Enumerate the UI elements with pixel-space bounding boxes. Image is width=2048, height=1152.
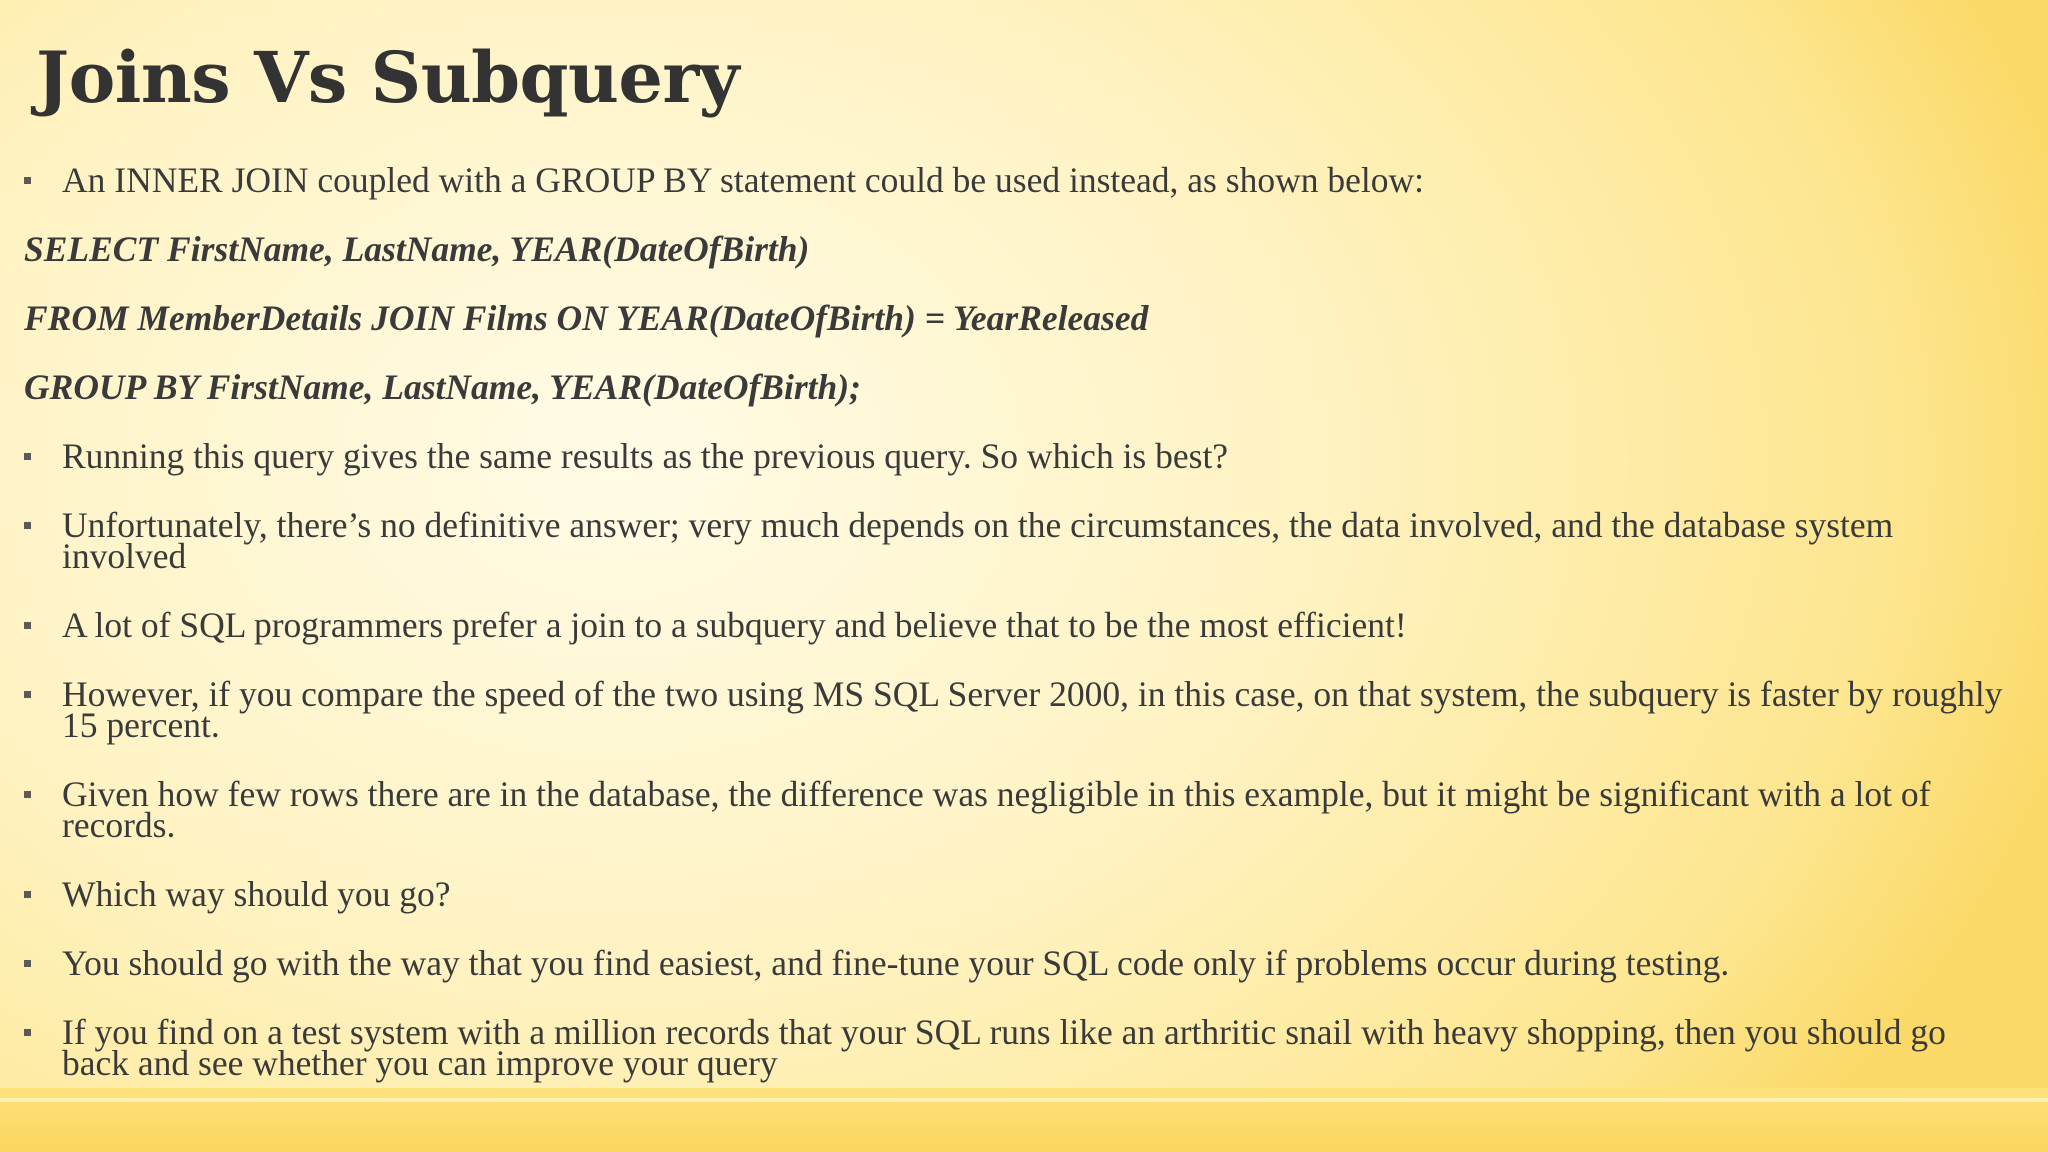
bullet-text: An INNER JOIN coupled with a GROUP BY statement could be used instead, as shown below: xyxy=(62,160,1424,200)
sql-code-line: GROUP BY FirstName, LastName, YEAR(DateOfBirth); xyxy=(24,367,861,407)
square-bullet-icon xyxy=(24,177,31,184)
slide-content xyxy=(24,160,2014,1117)
bullet-text: Unfortunately, there’s no definitive answer; very much depends on the circumstances, the data involved, and the database system involved xyxy=(62,505,1894,576)
square-bullet-icon xyxy=(24,691,31,698)
bullet-item xyxy=(24,1012,2014,1083)
sql-code-line: FROM MemberDetails JOIN Films ON YEAR(DateOfBirth) = YearReleased xyxy=(24,298,1149,338)
sql-code-line: SELECT FirstName, LastName, YEAR(DateOfBirth) xyxy=(24,229,810,269)
square-bullet-icon xyxy=(24,960,31,967)
bullet-item xyxy=(24,605,2014,645)
bullet-item xyxy=(24,674,2014,745)
bullet-text: Which way should you go? xyxy=(62,874,451,914)
square-bullet-icon xyxy=(24,791,31,798)
bullet-text: If you find on a test system with a million records that your SQL runs like an arthritic snail with heavy shopping, then you should go back and see whether you can improve your query xyxy=(62,1012,1946,1083)
bullet-item xyxy=(24,436,2014,476)
bullet-text: A lot of SQL programmers prefer a join to a subquery and believe that to be the most efficient! xyxy=(62,605,1407,645)
square-bullet-icon xyxy=(24,453,31,460)
square-bullet-icon xyxy=(24,522,31,529)
square-bullet-icon xyxy=(24,622,31,629)
bullet-text: Running this query gives the same results as the previous query. So which is best? xyxy=(62,436,1229,476)
square-bullet-icon xyxy=(24,1029,31,1036)
slide-title: Joins Vs Subquery xyxy=(36,36,739,119)
footer-divider xyxy=(0,1098,2048,1102)
bullet-item xyxy=(24,774,2014,845)
bullet-item xyxy=(24,160,2014,200)
bullet-text: You should go with the way that you find easiest, and fine-tune your SQL code only if problems occur during testing. xyxy=(62,943,1730,983)
bullet-item xyxy=(24,874,2014,914)
bullet-item xyxy=(24,943,2014,983)
bullet-text: Given how few rows there are in the database, the difference was negligible in this example, but it might be significant with a lot of records. xyxy=(62,774,1931,845)
bullet-text: However, if you compare the speed of the two using MS SQL Server 2000, in this case, on that system, the subquery is faster by roughly 15 percent. xyxy=(62,674,2003,745)
bullet-item xyxy=(24,505,2014,576)
square-bullet-icon xyxy=(24,891,31,898)
